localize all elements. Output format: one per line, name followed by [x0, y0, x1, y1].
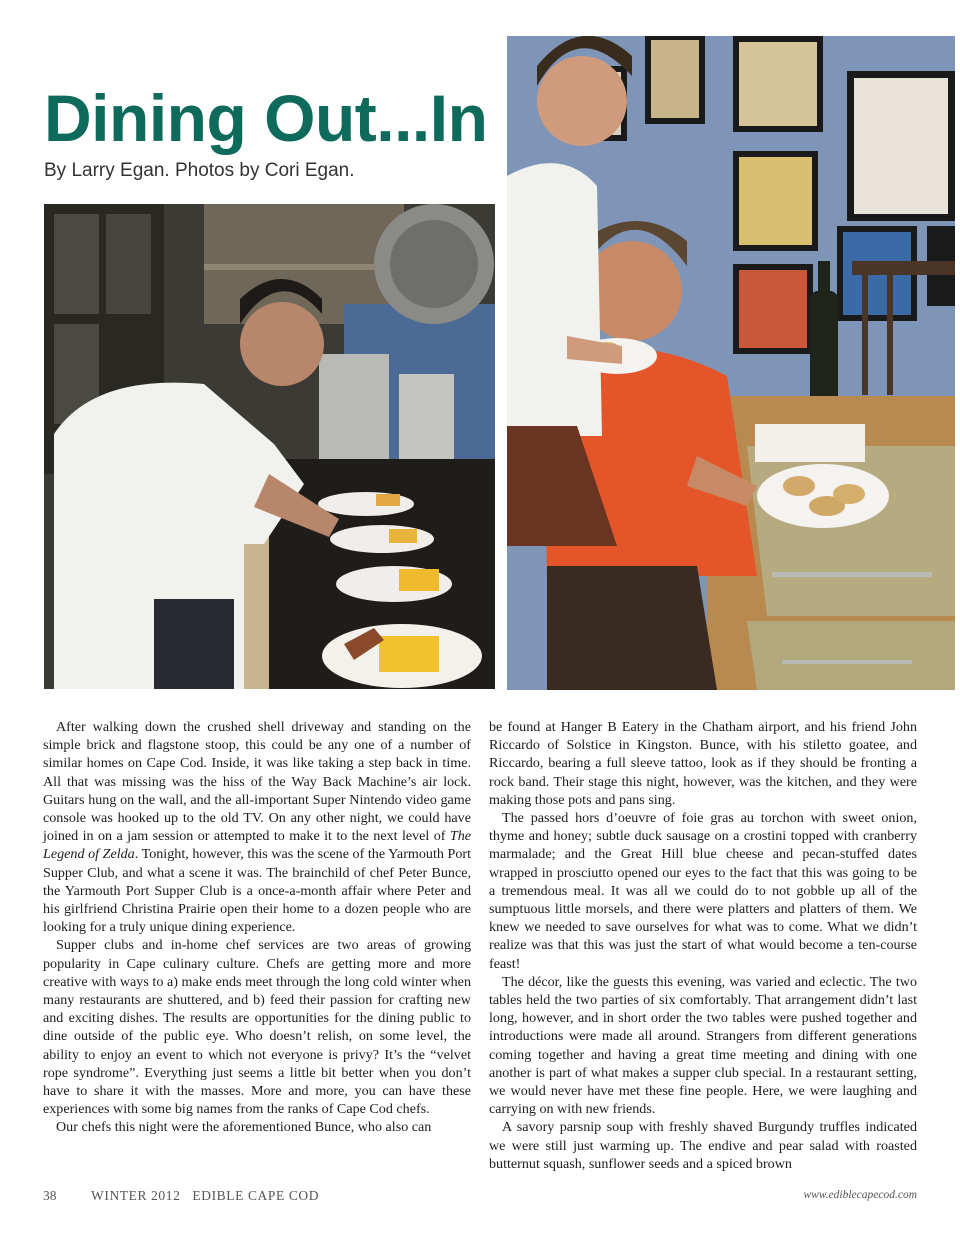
website-link[interactable]: www.ediblecapecod.com — [803, 1189, 917, 1201]
article-column-left — [43, 718, 471, 1137]
paragraph: The passed hors d’oeuvre of foie gras au torchon with sweet onion, thyme and honey; subtle duck sausage on a crostini topped with cranberry marmalade; and the Great Hill blue cheese and pecan-stuffed dates wrapped in prosciutto opened our eyes to the fact that this was going to be a tremendous meal. It was all we could do to not gobble up all of the sumptuous little morsels, and there were platters and platters of them. We knew we needed to save ourselves for what was to come. What we didn’t realize was that this was just the start of what would become a ten-course feast! — [489, 810, 917, 972]
page-number: 38 — [43, 1188, 57, 1203]
article-column-right — [489, 718, 917, 1173]
chef-plating-illustration — [44, 204, 495, 689]
chef-plating-photo — [44, 204, 495, 689]
chef-serving-photo — [507, 36, 955, 690]
paragraph: A savory parsnip soup with freshly shaved Burgundy truffles indicated we were still just warming up. The endive and pear salad with roasted butternut squash, sunflower seeds and a spiced brown — [489, 1119, 917, 1172]
article-title: Dining Out...In — [44, 81, 488, 155]
chef-serving-illustration — [507, 36, 955, 690]
game-title-italic: The Legend of Zelda — [43, 828, 471, 863]
paragraph: The décor, like the guests this evening, was varied and eclectic. The two tables held the two parties of six comfortably. That arrangement didn’t last long, however, and in short order the two tables were pushed together and introductions were made all around. Strangers from different generations coming together and having a great time meeting and dining with one another is part of what makes a supper club special. In a restaurant setting, we would never have met these fine people. Here, we were laughing and carrying on with new friends. — [489, 973, 917, 1118]
article-byline: By Larry Egan. Photos by Cori Egan. — [44, 160, 355, 181]
page-footer — [43, 1188, 917, 1206]
paragraph-text: . Tonight, however, this was the scene of the Yarmouth Port Supper Club, and what a scene it was. The brainchild of chef Peter Bunce, the Yarmouth Port Supper Club is a once-a-month affair where Peter and his girlfriend Christina Prairie open their home to a dozen people who are looking for a truly unique dining experience. — [43, 846, 471, 936]
issue-label: WINTER 2012 EDIBLE CAPE COD — [91, 1188, 320, 1203]
paragraph — [43, 718, 471, 936]
paragraph: Our chefs this night were the aforementioned Bunce, who also can — [56, 1119, 432, 1136]
paragraph-text: After walking down the crushed shell driveway and standing on the simple brick and flagstone stoop, this could be any one of a number of similar homes on Cape Cod. Inside, it was like taking a step back in time. All that was missing was the hiss of the Way Back Machine’s air lock. Guitars hung on the wall, and the all-important Super Nintendo video game console was hooked up to the old TV. On any other night, we could have joined in on a jam session or attempted to make it to the next level of — [43, 719, 471, 845]
paragraph: Supper clubs and in-home chef services are two areas of growing popularity in Cape culinary culture. Chefs are getting more and more creative with ways to a) make ends meet through the long cold winter when many restaurants are shuttered, and b) feed their passion for crafting new and exciting dishes. The results are opportunities for the dining public to dine outside of the public eye. Who doesn’t relish, on some level, the ability to enjoy an event to which not everyone is privy? It’s the “velvet rope syndrome”. Everything just seems a little bit better when you don’t have to share it with the masses. More and more, you can have these experiences with some big names from the ranks of Cape Cod chefs. — [43, 937, 471, 1118]
paragraph: be found at Hanger B Eatery in the Chatham airport, and his friend John Riccardo of Solstice in Kingston. Bunce, with his stiletto goatee, and Riccardo, bearing a full sleeve tattoo, look as if they should be fronting a rock band. Their stage this night, however, was the kitchen, and they were making those pots and pans sing. — [489, 719, 917, 808]
